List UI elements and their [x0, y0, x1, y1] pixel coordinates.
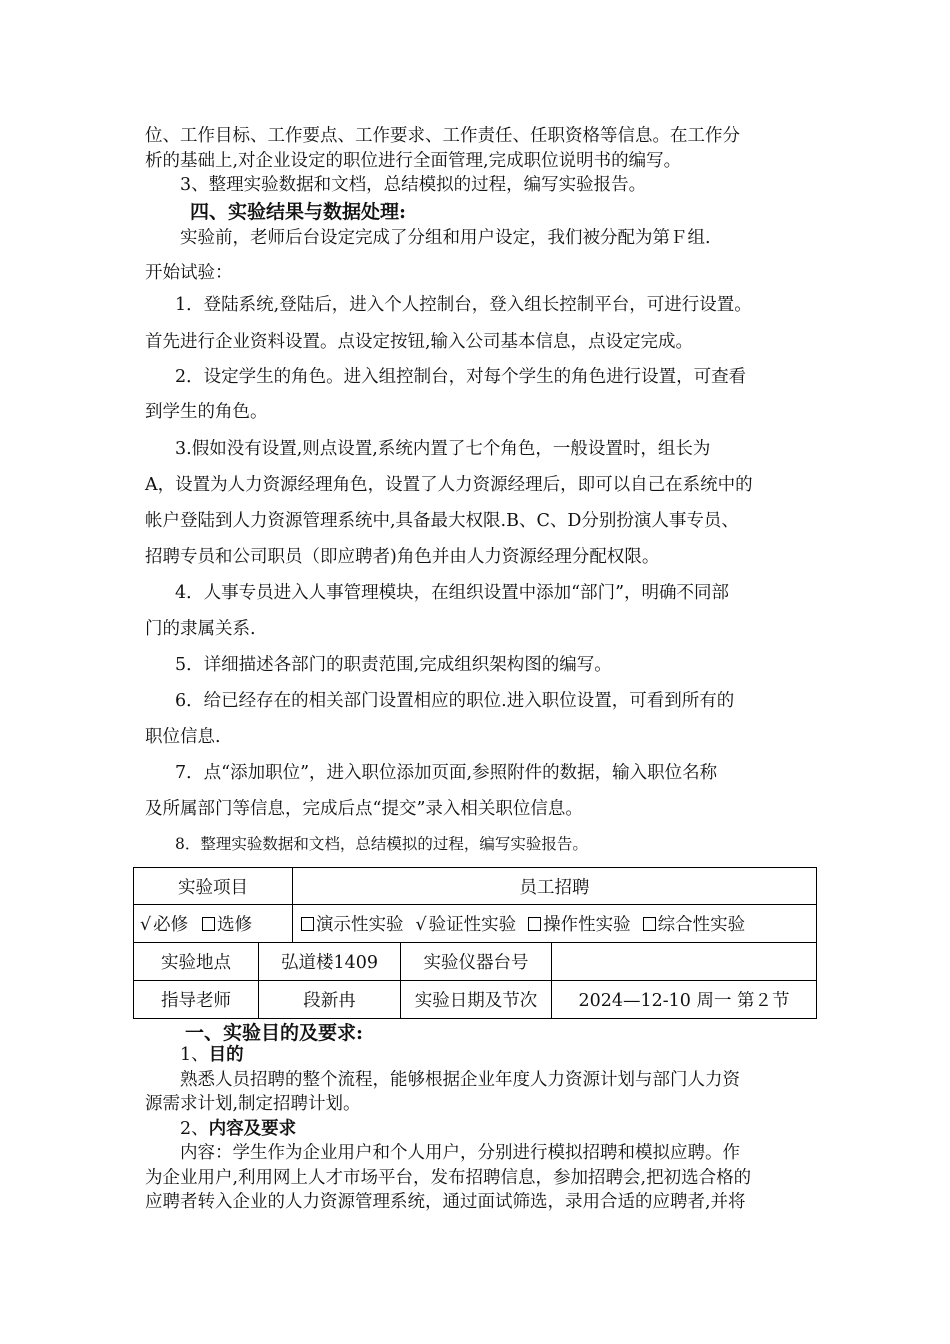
paragraph-line: 开始试验：	[145, 263, 233, 283]
paragraph-line: 析的基础上,对企业设定的职位进行全面管理,完成职位说明书的编写。	[145, 151, 682, 171]
table-row	[134, 981, 817, 1019]
step-line: 职位信息.	[145, 727, 221, 747]
table-row	[134, 905, 817, 943]
paragraph-line: 实验前，老师后台设定完成了分组和用户设定，我们被分配为第Ｆ组.	[180, 228, 711, 248]
step-line: 3.假如没有设置,则点设置,系统内置了七个角色，一般设置时，组长为	[175, 439, 711, 459]
required-label: 必修	[153, 915, 189, 935]
type-operate: 操作性实验	[543, 915, 631, 935]
checkbox-icon	[301, 917, 314, 931]
subheading-content	[180, 1121, 296, 1139]
type-verify: 验证性实验	[428, 915, 517, 935]
step-line: 及所属部门等信息，完成后点“提交”录入相关职位信息。	[145, 799, 583, 819]
subheading-number: 1、	[180, 1045, 209, 1065]
type-comprehensive: 综合性实验	[657, 915, 746, 935]
table-row	[134, 868, 817, 905]
paragraph-line: 内容：学生作为企业用户和个人用户，分别进行模拟招聘和模拟应聘。作	[180, 1143, 740, 1163]
type-demo: 演示性实验	[316, 915, 404, 935]
step-line: 4．人事专员进入人事管理模块，在组织设置中添加“部门”，明确不同部	[175, 583, 730, 603]
location-value: 弘道楼1409	[259, 943, 401, 981]
step-line: 2．设定学生的角色。进入组控制台，对每个学生的角色进行设置，可查看	[175, 367, 747, 387]
step-line: 6．给已经存在的相关部门设置相应的职位.进入职位设置，可看到所有的	[175, 691, 735, 711]
teacher-label: 指导老师	[134, 981, 259, 1019]
experiment-info-table	[133, 867, 817, 1019]
paragraph-line: 位、工作目标、工作要点、工作要求、工作责任、任职资格等信息。在工作分	[145, 126, 740, 146]
step-line: 招聘专员和公司职员（即应聘者)角色并由人力资源经理分配权限。	[145, 547, 660, 567]
step-line: A，设置为人力资源经理角色，设置了人力资源经理后，即可以自己在系统中的	[145, 475, 753, 495]
table-row	[134, 943, 817, 981]
paragraph-line: 应聘者转入企业的人力资源管理系统，通过面试筛选，录用合适的应聘者,并将	[145, 1192, 746, 1212]
subheading-purpose	[180, 1047, 244, 1065]
step-line: 帐户登陆到人力资源管理系统中,具备最大权限.B、C、D分别扮演人事专员、	[145, 511, 739, 531]
checkbox-icon	[528, 917, 541, 931]
elective-label: 选修	[217, 915, 253, 935]
section-heading-objectives: 一、实验目的及要求:	[185, 1022, 364, 1044]
instrument-label: 实验仪器台号	[401, 943, 552, 981]
experiment-type-cell	[293, 905, 817, 943]
checkbox-icon	[202, 917, 215, 931]
paragraph-line: 3、整理实验数据和文档，总结模拟的过程，编写实验报告。	[180, 175, 647, 195]
step-line: 到学生的角色。	[145, 402, 268, 422]
check-mark-icon: √	[415, 915, 427, 935]
location-label: 实验地点	[134, 943, 259, 981]
instrument-value	[552, 943, 817, 981]
checkbox-icon	[643, 917, 656, 931]
project-label: 实验项目	[134, 868, 293, 905]
course-type-cell	[134, 905, 293, 943]
date-value: 2024—12-10 周一 第２节	[552, 981, 817, 1019]
project-value: 员工招聘	[293, 868, 817, 905]
step-line: 8．整理实验数据和文档，总结模拟的过程，编写实验报告。	[175, 835, 588, 853]
step-line: 7．点“添加职位”，进入职位添加页面,参照附件的数据，输入职位名称	[175, 763, 718, 783]
section-heading-results: 四、实验结果与数据处理:	[190, 201, 407, 223]
step-line: 1．登陆系统,登陆后，进入个人控制台，登入组长控制平台，可进行设置。	[175, 295, 752, 315]
subheading-number: 2、	[180, 1119, 209, 1139]
subheading-title: 内容及要求	[208, 1119, 297, 1139]
teacher-value: 段新冉	[259, 981, 401, 1019]
paragraph-line: 熟悉人员招聘的整个流程，能够根据企业年度人力资源计划与部门人力资	[180, 1070, 740, 1090]
date-label: 实验日期及节次	[401, 981, 552, 1019]
subheading-title: 目的	[208, 1045, 244, 1065]
step-line: 门的隶属关系.	[145, 619, 256, 639]
check-mark-icon: √	[140, 915, 152, 935]
step-line: 5．详细描述各部门的职责范围,完成组织架构图的编写。	[175, 655, 612, 675]
paragraph-line: 源需求计划,制定招聘计划。	[145, 1094, 361, 1114]
step-line: 首先进行企业资料设置。点设定按钮,输入公司基本信息，点设定完成。	[145, 332, 694, 352]
paragraph-line: 为企业用户,利用网上人才市场平台，发布招聘信息，参加招聘会,把初选合格的	[145, 1168, 752, 1188]
